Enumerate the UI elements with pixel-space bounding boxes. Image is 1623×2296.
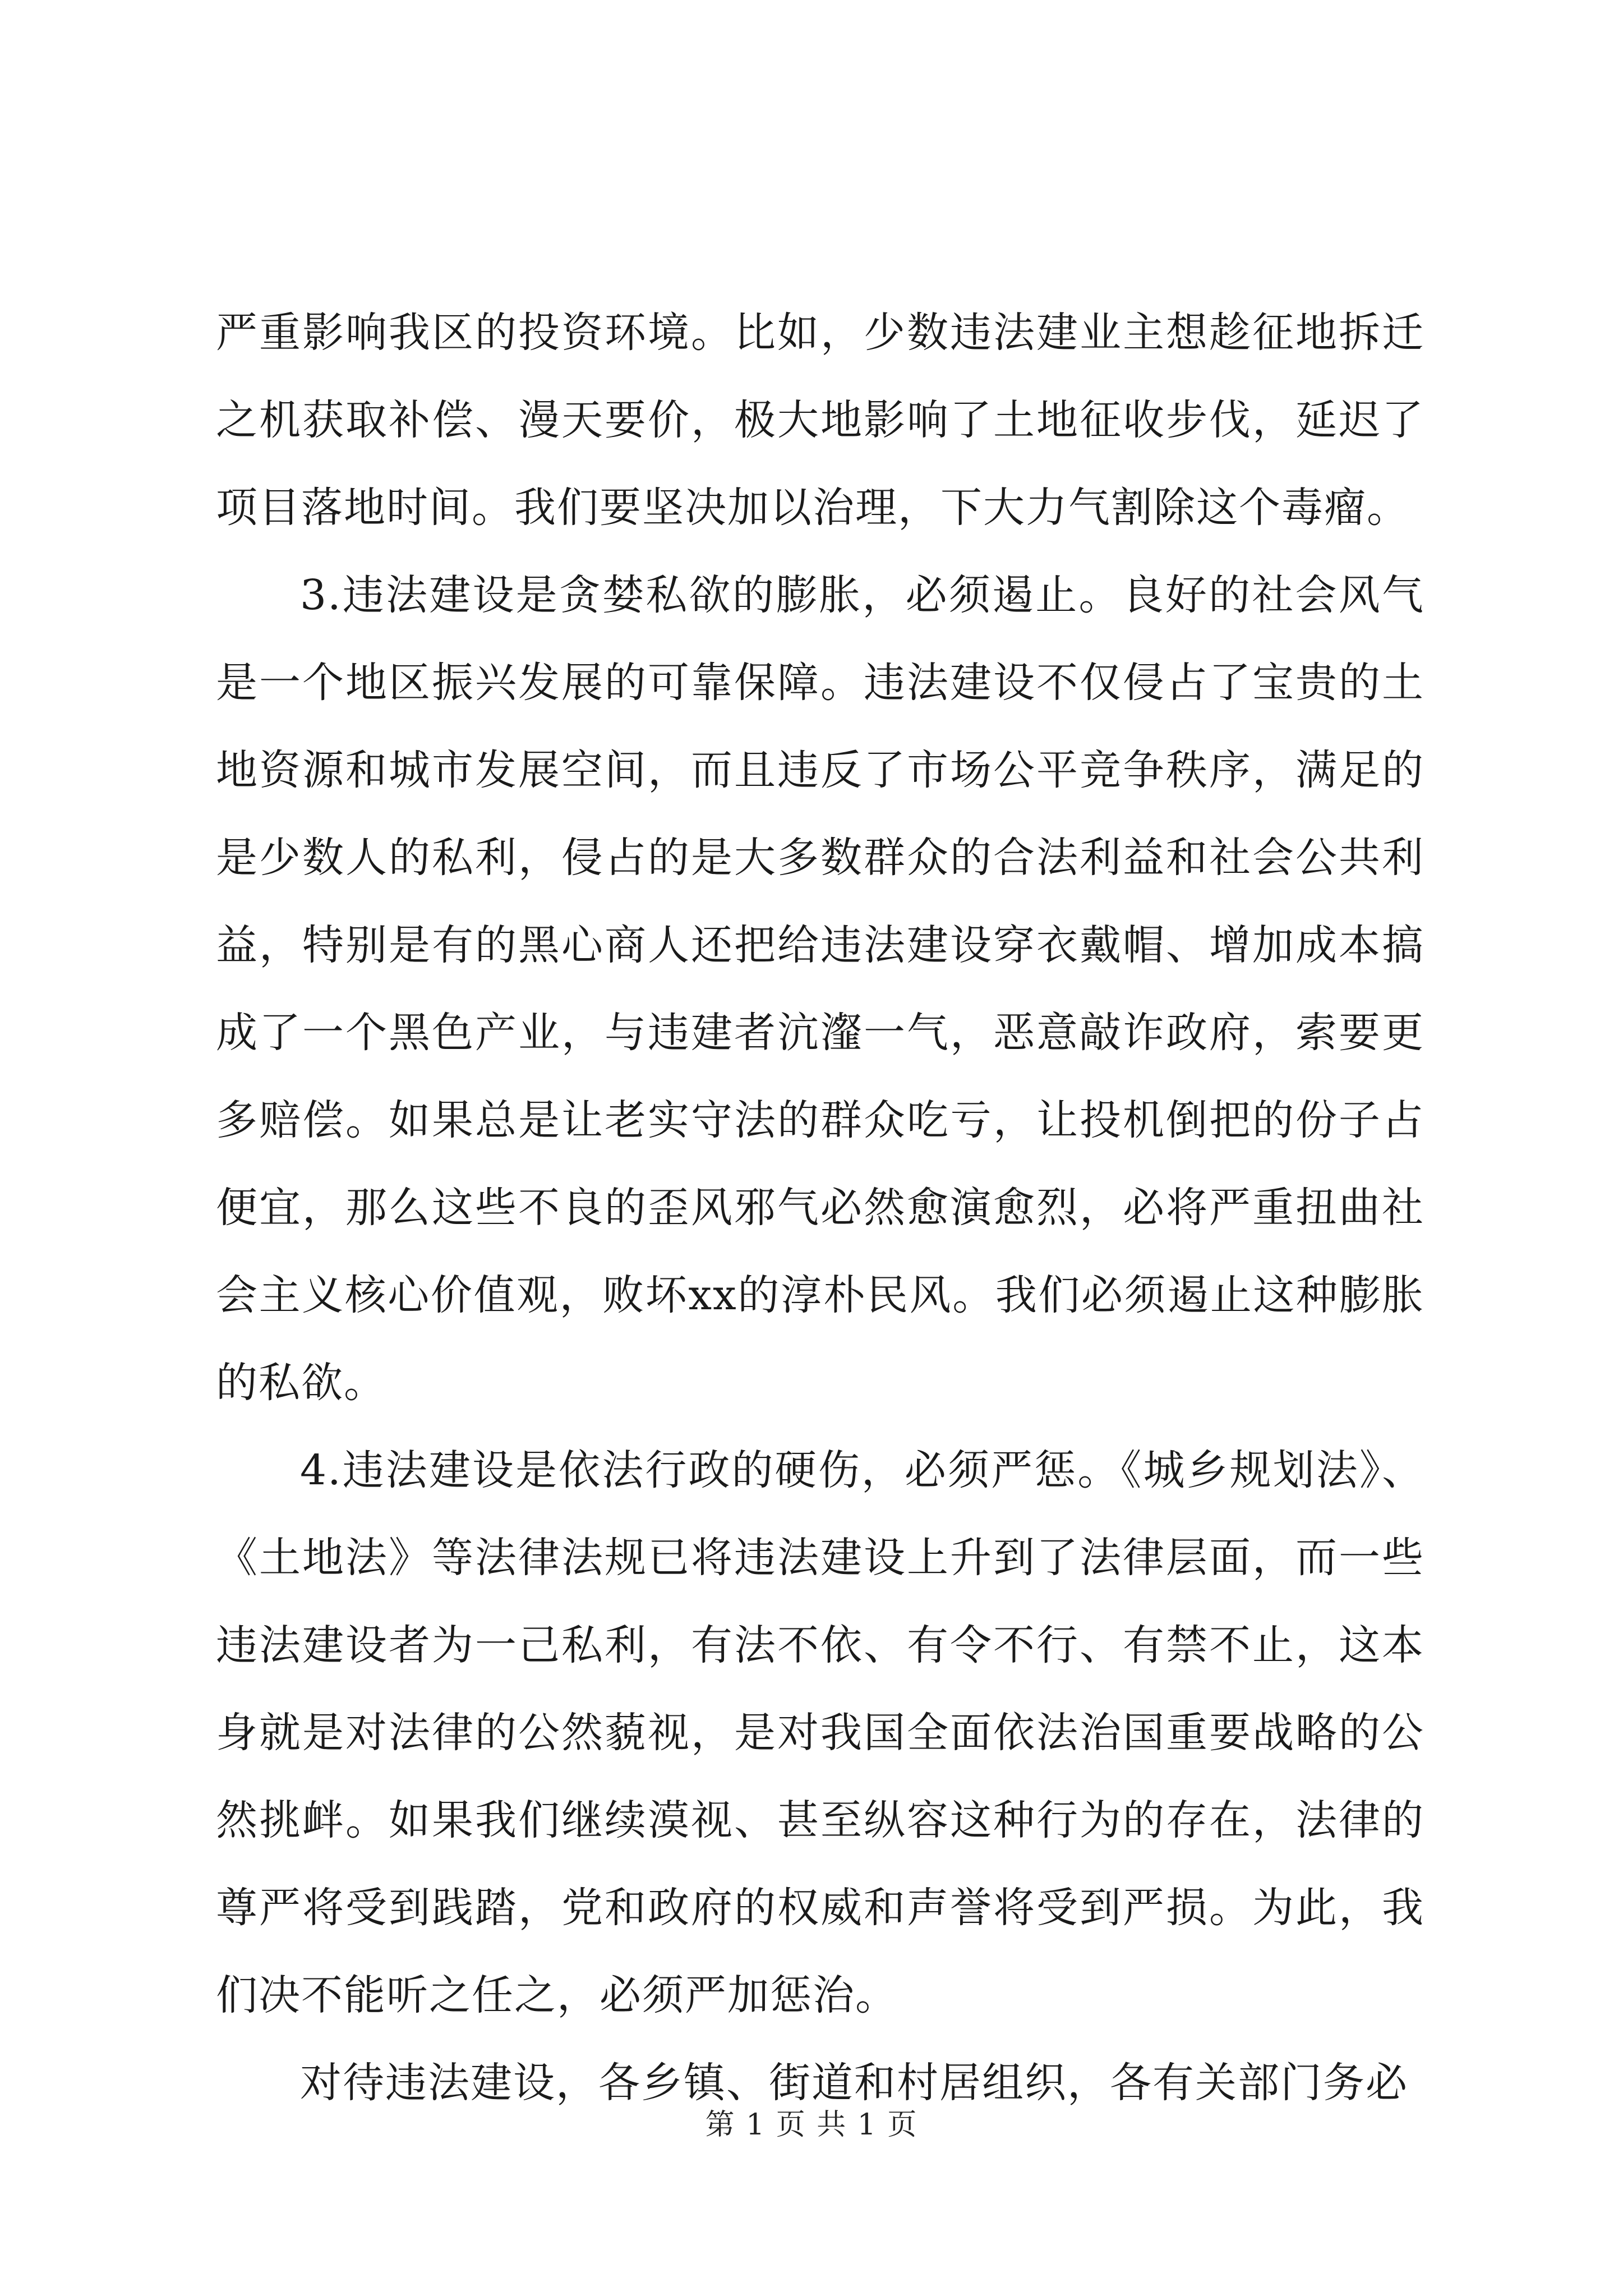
paragraph-point-4: 4.违法建设是依法行政的硬伤，必须严惩。《城乡规划法》、《土地法》等法律法规已将违法建设上升到了法律层面，而一些违法建设者为一己私利，有法不依、有令不行、有禁不止，这本身就是对法律的公然藐视，是对我国全面依法治国重要战略的公然挑衅。如果我们继续漠视、甚至纵容这种行为的存在，法律的尊严将受到践踏，党和政府的权威和声誉将受到严损。为此，我们决不能听之任之，必须严加惩治。: [216, 1446, 1424, 2019]
page-number-label: 第 1 页 共 1 页: [705, 2108, 918, 2142]
page-footer: [0, 2101, 1623, 2143]
document-body: [216, 289, 1424, 2127]
paragraph-point-3: 3.违法建设是贪婪私欲的膨胀，必须遏止。良好的社会风气是一个地区振兴发展的可靠保障。违法建设不仅侵占了宝贵的土地资源和城市发展空间，而且违反了市场公平竞争秩序，满足的是少数人的私利，侵占的是大多数群众的合法利益和社会公共利益，特别是有的黑心商人还把给违法建设穿衣戴帽、增加成本搞成了一个黑色产业，与违建者沆瀣一气，恶意敲诈政府，索要更多赔偿。如果总是让老实守法的群众吃亏，让投机倒把的份子占便宜，那么这些不良的歪风邪气必然愈演愈烈，必将严重扭曲社会主义核心价值观，败坏xx的淳朴民风。我们必须遏止这种膨胀的私欲。: [216, 571, 1424, 1407]
paragraph-conclusion-start: 对待违法建设，各乡镇、街道和村居组织，各有关部门务必: [300, 2059, 1408, 2107]
paragraph-continuation: 严重影响我区的投资环境。比如，少数违法建业主想趁征地拆迁之机获取补偿、漫天要价，极大地影响了土地征收步伐，延迟了项目落地时间。我们要坚决加以治理，下大力气割除这个毒瘤。: [216, 309, 1424, 532]
